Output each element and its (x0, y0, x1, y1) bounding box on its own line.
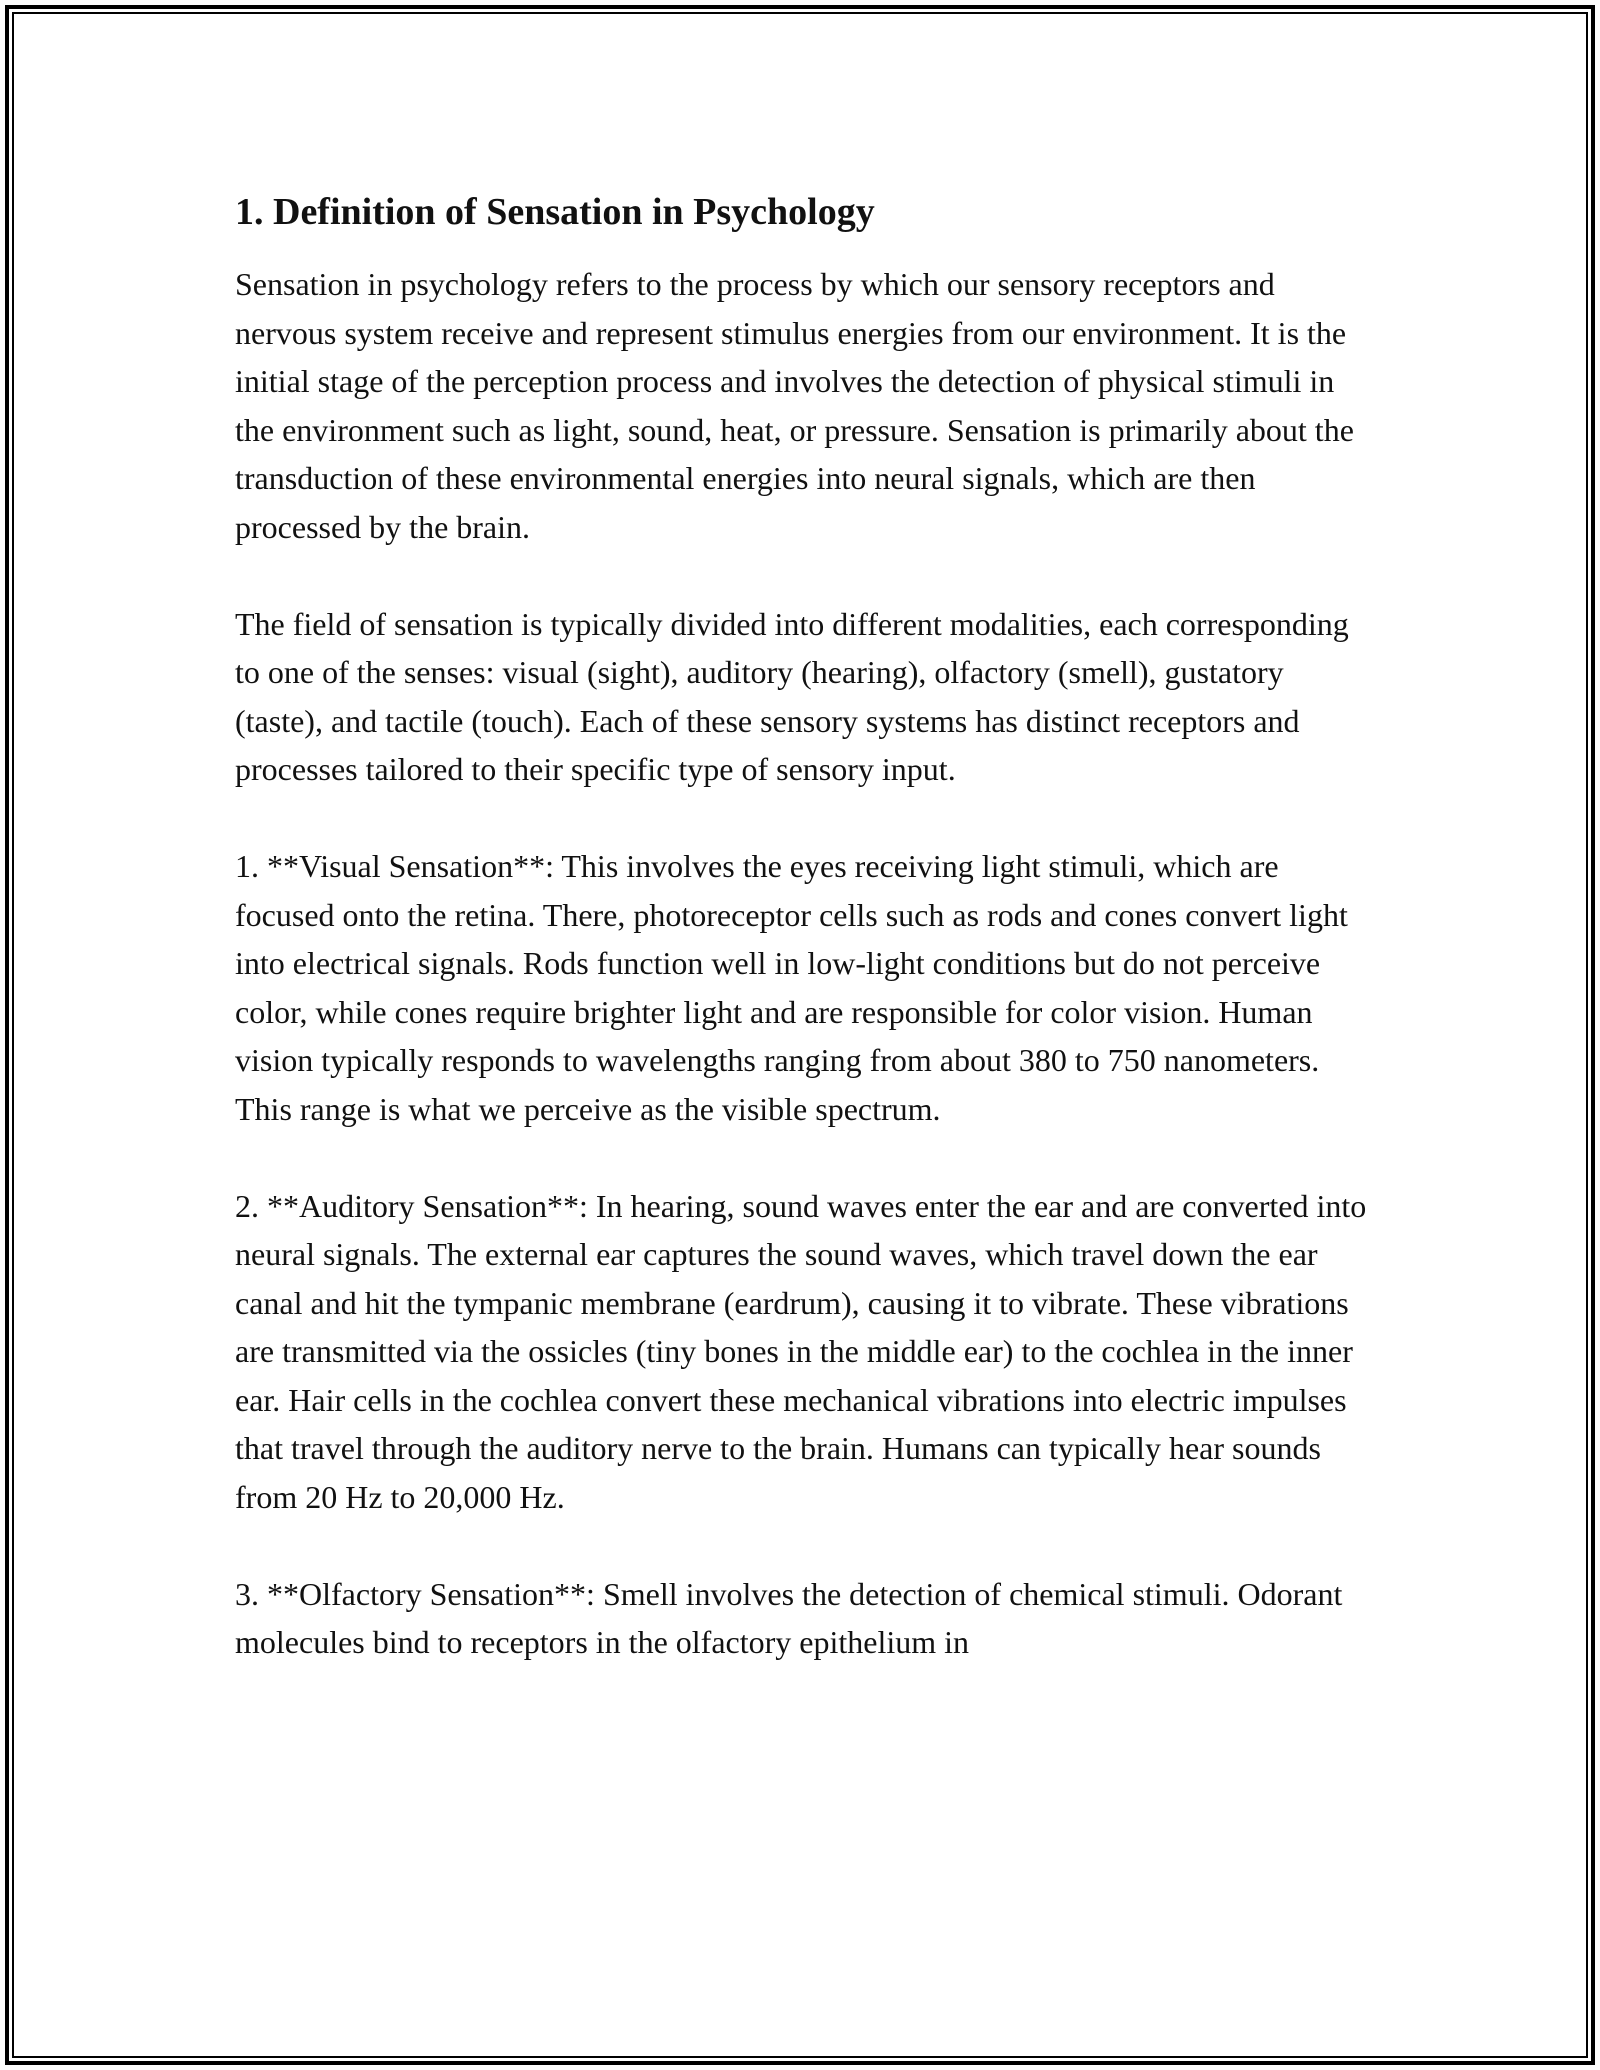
paragraph-auditory-sensation: 2. **Auditory Sensation**: In hearing, sound waves enter the ear and are converted into neural signals. The external ear captures the sound waves, which travel down the ear canal and hit the tympanic membrane (eardrum), causing it to vibrate. These vibrations are transmitted via the ossicles (tiny bones in the middle ear) to the cochlea in the inner ear. Hair cells in the cochlea convert these mechanical vibrations into electric impulses that travel through the auditory nerve to the brain. Humans can typically hear sounds from 20 Hz to 20,000 Hz. (235, 1187, 1367, 1515)
paragraph-visual-sensation: 1. **Visual Sensation**: This involves the eyes receiving light stimuli, which are focused onto the retina. There, photoreceptor cells such as rods and cones convert light into electrical signals. Rods function well in low-light conditions but do not perceive color, while cones require brighter light and are responsible for color vision. Human vision typically responds to wavelengths ranging from about 380 to 750 nanometers. This range is what we perceive as the visible spectrum. (235, 848, 1348, 1127)
paragraph-modalities: The field of sensation is typically divided into different modalities, each corresponding to one of the senses: visual (sight), auditory (hearing), olfactory (smell), gustatory (taste), and tactile (touch). Each of these sensory systems has distinct receptors and processes tailored to their specific type of sensory input. (235, 605, 1349, 787)
paragraph-olfactory-sensation: 3. **Olfactory Sensation**: Smell involves the detection of chemical stimuli. Odorant molecules bind to receptors in the olfactory epithelium in (235, 1575, 1343, 1660)
document-body (235, 186, 1375, 1667)
section-heading: 1. Definition of Sensation in Psychology (235, 191, 875, 233)
paragraph-definition: Sensation in psychology refers to the process by which our sensory receptors and nervous system receive and represent stimulus energies from our environment. It is the initial stage of the perception process and involves the detection of physical stimuli in the environment such as light, sound, heat, or pressure. Sensation is primarily about the transduction of these environmental energies into neural signals, which are then processed by the brain. (235, 266, 1354, 545)
